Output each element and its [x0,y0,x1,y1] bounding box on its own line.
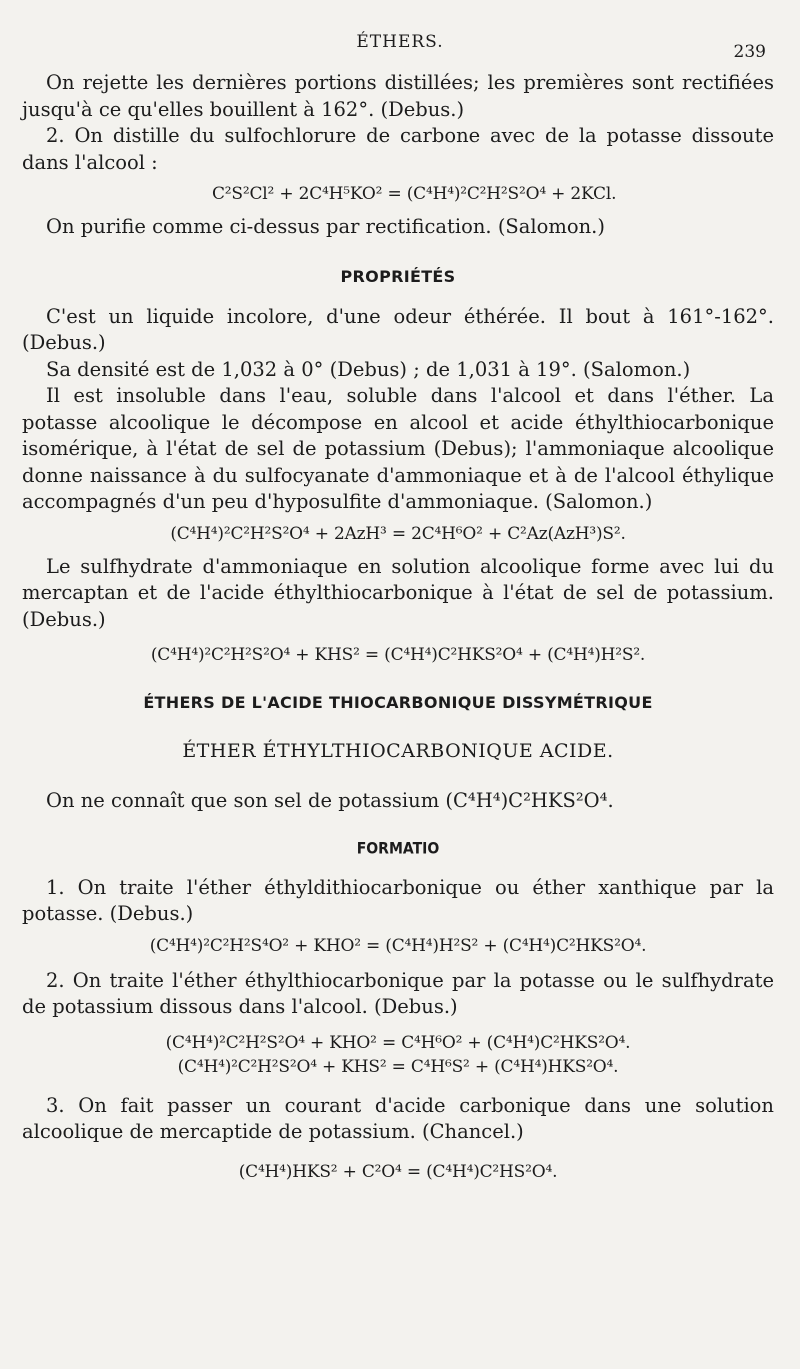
running-title: ÉTHERS. [356,32,444,52]
paragraph-formation-2: 2. On traite l'éther éthylthiocarbonique par la potasse ou le sulfhydrate de potassium dissous dans l'alcool. (Debus.) [22,968,774,1018]
equation-4: (C⁴H⁴)²C²H²S⁴O² + KHO² = (C⁴H⁴)H²S² + (C⁴H⁴)C²HKS²O⁴. [149,935,647,956]
paragraph-formation-3: 3. On fait passer un courant d'acide carbonique dans une solution alcoolique de mercaptide de potassium. (Chancel.) [22,1093,774,1143]
equation-2: (C⁴H⁴)²C²H²S²O⁴ + 2AzH³ = 2C⁴H⁶O² + C²Az(AzH³)S². [170,523,626,544]
paragraph-description: C'est un liquide incolore, d'une odeur éthérée. Il bout à 161°-162°. (Debus.) [22,304,774,354]
equation-6: (C⁴H⁴)²C²H²S²O⁴ + KHS² = C⁴H⁶S² + (C⁴H⁴)HKS²O⁴. [177,1056,619,1077]
heading-formatio: FORMATIO [356,839,440,858]
paragraph-purification: On purifie comme ci-dessus par rectification. (Salomon.) [46,215,605,238]
equation-7: (C⁴H⁴)HKS² + C²O⁴ = (C⁴H⁴)C²HS²O⁴. [238,1161,558,1182]
heading-section: ÉTHERS DE L'ACIDE THIOCARBONIQUE DISSYMÉTRIQUE [143,693,653,712]
potassium-salt-text: On ne connaît que son sel de potassium [46,789,440,812]
page-number: 239 [733,42,766,62]
paragraph-potassium-salt [22,788,774,815]
paragraph-distillation: On rejette les dernières portions distillées; les premières sont rectifiées jusqu'à ce qu'elles bouillent à 162°. (Debus.) [22,71,774,121]
equation-5: (C⁴H⁴)²C²H²S²O⁴ + KHO² = C⁴H⁶O² + (C⁴H⁴)C²HKS²O⁴. [165,1032,631,1053]
page-body [22,70,774,1192]
heading-subsection: ÉTHER ÉTHYLTHIOCARBONIQUE ACIDE. [182,740,614,762]
potassium-salt-formula: (C⁴H⁴)C²HKS²O⁴. [445,789,614,812]
paragraph-formation-1: 1. On traite l'éther éthyldithiocarbonique ou éther xanthique par la potasse. (Debus.) [22,875,774,925]
paragraph-sulfhydrate: Le sulfhydrate d'ammoniaque en solution alcoolique forme avec lui du mercaptan et de l'acide éthylthiocarbonique à l'état de sel de potassium. (Debus.) [22,554,774,631]
paragraph-method-2: 2. On distille du sulfochlorure de carbone avec de la potasse dissoute dans l'alcool : [22,124,774,174]
paragraph-solubility: Il est insoluble dans l'eau, soluble dans l'alcool et dans l'éther. La potasse alcoolique le décompose en alcool et acide éthylthiocarbonique isomérique, à l'état de sel de potassium (Debus); l'ammoniaque alcoolique donne naissance à du sulfocyanate d'ammoniaque et à de l'alcool éthylique accompagnés d'un peu d'hyposulfite d'ammoniaque. (Salomon.) [22,384,774,513]
equation-3: (C⁴H⁴)²C²H²S²O⁴ + KHS² = (C⁴H⁴)C²HKS²O⁴ + (C⁴H⁴)H²S². [150,645,646,665]
equation-1: C²S²Cl² + 2C⁴H⁵KO² = (C⁴H⁴)²C²H²S²O⁴ + 2KCl. [212,184,617,204]
paragraph-density: Sa densité est de 1,032 à 0° (Debus) ; de 1,031 à 19°. (Salomon.) [46,357,691,381]
heading-proprietes: PROPRIÉTÉS [340,266,456,286]
